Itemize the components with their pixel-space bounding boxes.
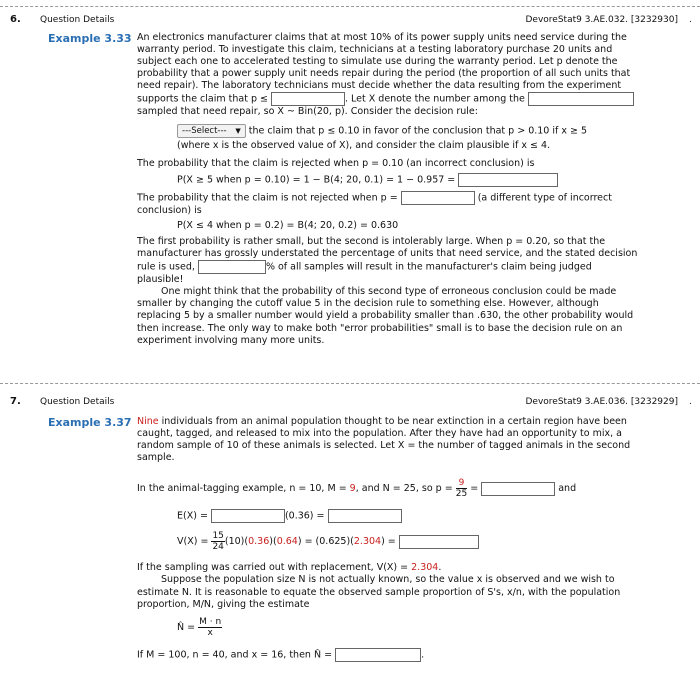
question-details-label: Question Details xyxy=(40,397,115,407)
answer-input[interactable] xyxy=(335,648,421,662)
example-label: Example 3.33 xyxy=(48,32,132,45)
answer-input[interactable] xyxy=(399,535,479,549)
answer-input[interactable] xyxy=(458,173,558,187)
tick-mark: . xyxy=(689,15,692,25)
question-number: 7. xyxy=(10,396,21,407)
section-divider xyxy=(0,383,700,384)
question-details-label: Question Details xyxy=(40,15,115,25)
answer-input[interactable] xyxy=(328,509,402,523)
replacement-line: If the sampling was carried out with replacement, V(X) = 2.304. xyxy=(137,562,442,574)
p-line: In the animal-tagging example, n = 10, M = 9, and N = 25, so p = $\frac{9}{25}$ = and xyxy=(137,478,577,500)
equation-line: P(X ≤ 4 when p = 0.2) = B(4; 20, 0.2) = 0.630 xyxy=(177,219,399,231)
example-label: Example 3.37 xyxy=(48,416,132,429)
prob-not-rejected: The probability that the claim is not rejected when p = (a different type of incorrect xyxy=(137,192,612,204)
final-line: If M = 100, n = 40, and x = 16, then N̂ = . xyxy=(137,649,425,661)
answer-input[interactable] xyxy=(528,92,634,106)
prob-rejected: The probability that the claim is rejected when p = 0.10 (an incorrect conclusion) is xyxy=(137,157,535,169)
question-id: DevoreStat9 3.AE.036. [3232929] xyxy=(525,397,678,407)
select-dropdown[interactable]: ---Select--- ▼ xyxy=(177,124,246,138)
question-body xyxy=(137,32,642,347)
question-number: 6. xyxy=(10,14,21,25)
paragraph: The first probability is rather small, but the second is intolerably large. When p = 0.20, so that the manufacturer has grossly understated the percentage of units that need service, and the stated decision xyxy=(137,235,638,260)
rule-used-line: rule is used, % of all samples will result in the manufacturer's claim being judged xyxy=(137,261,592,273)
top-divider xyxy=(0,6,700,7)
sampled-line: sampled that need repair, so X ~ Bin(20, p). Consider the decision rule: xyxy=(137,106,478,118)
ex-line: E(X) = (0.36) = xyxy=(137,509,642,523)
rule-note: (where x is the observed value of X), and consider the claim plausible if x ≤ 4. xyxy=(177,139,551,151)
answer-input[interactable] xyxy=(481,482,555,496)
equation-line: P(X ≥ 5 when p = 0.10) = 1 − B(4; 20, 0.1) = 1 − 0.957 = xyxy=(137,173,642,187)
nhat-formula: N̂ = $\frac{M \cdot n}{x}$ xyxy=(177,616,222,638)
vx-line: V(X) = $\frac{15}{24}$ (10)(0.36)(0.64) = (0.625)(2.304) = xyxy=(137,531,642,552)
fraction: $\frac{M \cdot n}{x}$ xyxy=(199,616,222,638)
plausible-line: plausible! xyxy=(137,274,184,286)
answer-input[interactable] xyxy=(401,191,475,205)
fraction: $\frac{15}{24}$ xyxy=(212,531,224,553)
question-id: DevoreStat9 3.AE.032. [3232930] xyxy=(525,15,678,25)
support-line: supports the claim that p ≤ . Let X denote the number among the xyxy=(137,92,642,106)
decision-rule-line: ---Select--- ▼ the claim that p ≤ 0.10 in favor of the conclusion that p > 0.10 if x ≥ 5 xyxy=(137,124,642,138)
answer-input[interactable] xyxy=(211,509,285,523)
intro-paragraph: Nine individuals from an animal population thought to be near extinction in a certain region have been caught, tagged, and released to mix into the population. After they have had an opportunity to mix, a random sample of 10 of these animals is selected. Let X = the number of tagged animals in the second sample. xyxy=(137,416,631,464)
conclusion-line: conclusion) is xyxy=(137,204,202,216)
paragraph: One might think that the probability of this second type of erroneous conclusion could be made smaller by changing the cutoff value 5 in the decision rule to something else. However, although replacing 5 by a smaller number would yield a probability smaller than .630, the other probability would then increase. The only way to make both "error probabilities" small is to base the decision rule on an experiment involving many more units. xyxy=(137,286,634,346)
fraction: $\frac{9}{25}$ xyxy=(455,478,468,500)
paragraph: Suppose the population size N is not actually known, so the value x is observed and we wish to estimate N. It is reasonable to equate the observed sample proportion of S's, x/n, with the population proportion, M/N, giving the estimate xyxy=(137,574,621,610)
question-body xyxy=(137,416,642,662)
chevron-down-icon: ▼ xyxy=(235,126,241,135)
tick-mark: . xyxy=(689,397,692,407)
answer-input[interactable] xyxy=(198,260,266,274)
intro-paragraph: An electronics manufacturer claims that at most 10% of its power supply units need service during the warranty period. To investigate this claim, technicians at a testing laboratory purchase 20 units and subject each one to accelerated testing to simulate use during the warranty period. Let p denote the probability that a power supply unit needs repair during the period (the proportion of all such units that need repair). The laboratory technicians must decide whether the data resulting from the experiment xyxy=(137,32,631,92)
answer-input[interactable] xyxy=(271,92,345,106)
